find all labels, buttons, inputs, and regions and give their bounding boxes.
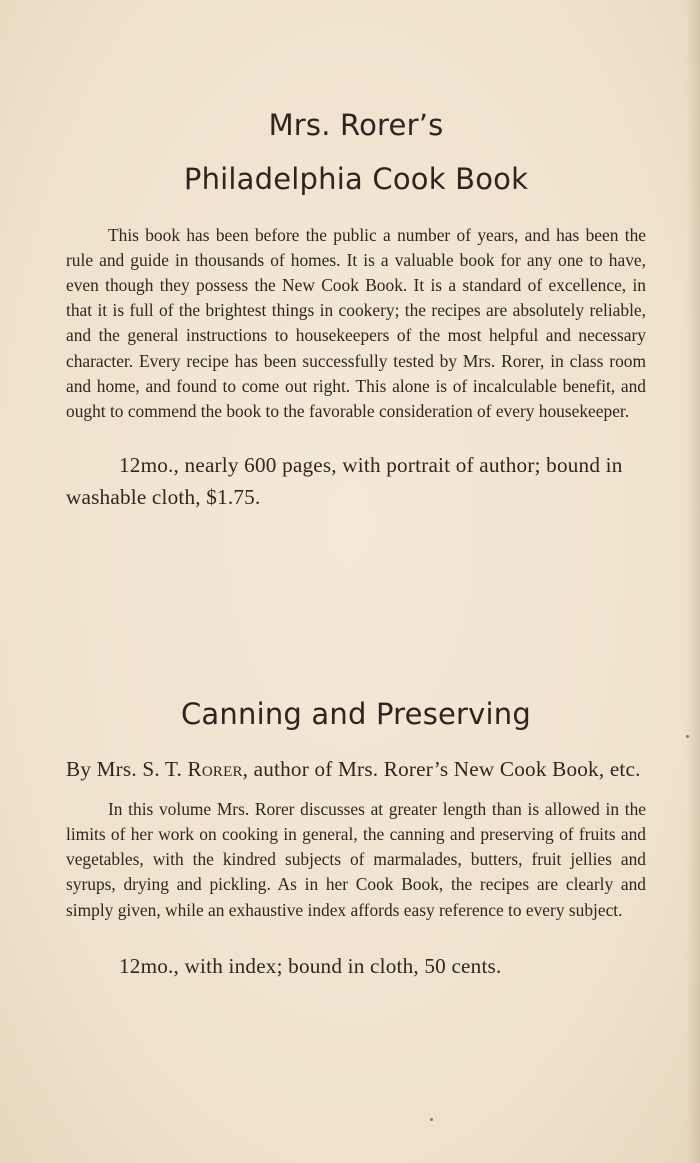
book-description: In this volume Mrs. Rorer discusses at greater length than is allowed in the limits of her work on cooking in general, the canning and preserving of fruits and vegetables, with the kindred subjects of marmalades, butters, fruit jellies and syrups, drying and pickling. As in her Cook Book, the recipes are clearly and simply given, while an exhaustive index affords easy reference to every subject. [66, 798, 646, 920]
philadelphia-cook-book-section [66, 108, 646, 513]
author-byline [66, 753, 646, 785]
book-details: 12mo., nearly 600 pages, with portrait of author; bound in washable cloth, $1.75. [66, 453, 623, 510]
paper-speck [686, 735, 689, 738]
book-details: 12mo., with index; bound in cloth, 50 cents. [119, 953, 502, 978]
byline-prefix: By Mrs. S. T. [66, 756, 188, 781]
book-description: This book has been before the public a number of years, and has been the rule and guide in thousands of homes. It is a valuable book for any one to have, even though they possess the New Cook Book. It is a standard of excellence, in that it is full of the brightest things in cookery; the recipes are absolutely reliable, and the general instructions to housekeepers of the most helpful and necessary character. Every recipe has been successfully tested by Mrs. Rorer, in class room and home, and found to come out right. This alone is of incalculable benefit, and ought to commend the book to the favorable consideration of every housekeeper. [66, 224, 646, 422]
title-line-2: Philadelphia Cook Book [183, 161, 529, 196]
byline-suffix: , author of Mrs. Rorer’s New Cook Book, etc. [242, 756, 641, 781]
canning-preserving-section [66, 697, 646, 982]
paper-speck [430, 1118, 433, 1121]
title-line-1: Mrs. Rorer’s [268, 108, 444, 142]
section-title: Canning and Preserving [180, 697, 531, 731]
author-name: Rorer [187, 756, 243, 781]
